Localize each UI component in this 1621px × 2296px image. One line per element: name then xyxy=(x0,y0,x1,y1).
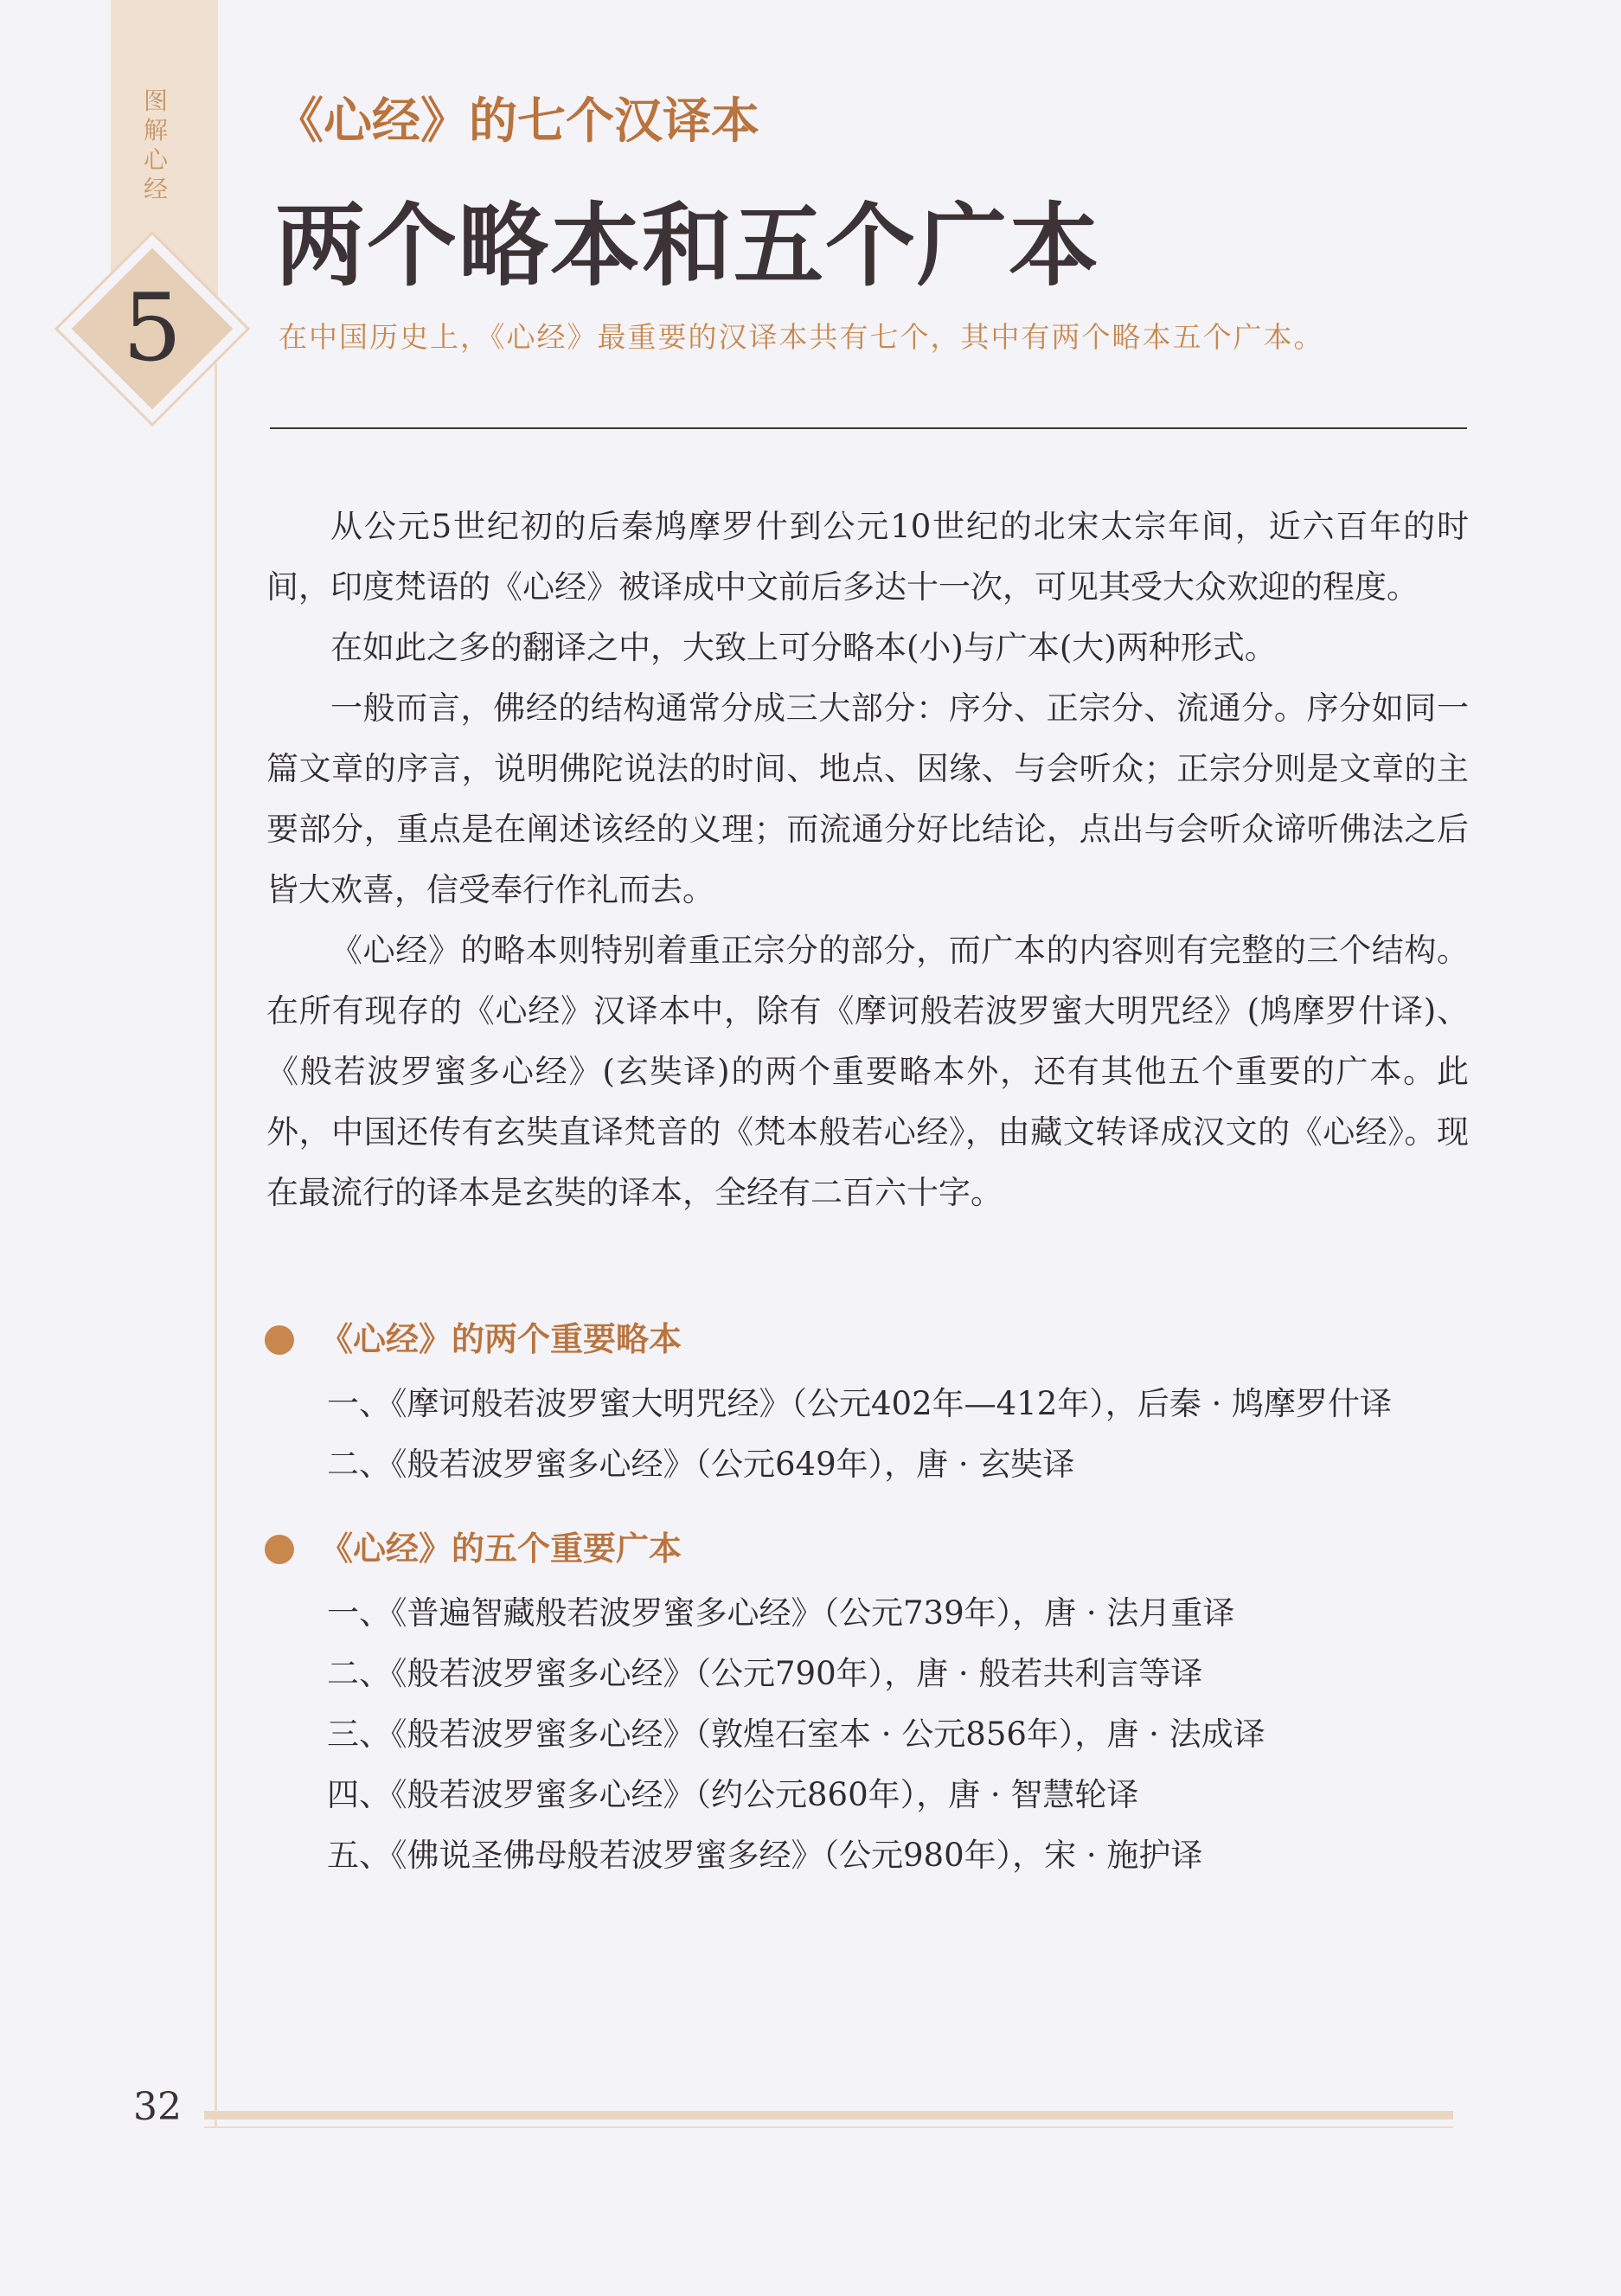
section-extended xyxy=(259,1523,1470,1886)
side-tab-label: 图解心经 xyxy=(143,87,168,203)
footer-rule-thin xyxy=(204,2126,1453,2128)
list-item: 一、《普遍智藏般若波罗蜜多心经》（公元739年），唐 · 法月重译 xyxy=(327,1594,1235,1632)
body-text xyxy=(266,497,1469,1223)
chapter-number: 5 xyxy=(122,274,183,382)
bullet-dot-icon xyxy=(265,1325,294,1355)
bullet-dot-icon xyxy=(265,1535,294,1564)
title-rule xyxy=(270,427,1467,429)
list-item: 三、《般若波罗蜜多心经》（敦煌石室本 · 公元856年），唐 · 法成译 xyxy=(327,1716,1265,1753)
section-header xyxy=(259,1313,1470,1365)
section-header xyxy=(259,1523,1470,1574)
list-item: 二、《般若波罗蜜多心经》（公元790年），唐 · 般若共利言等译 xyxy=(327,1655,1203,1692)
translation-list xyxy=(259,1374,1470,1495)
list-item: 五、《佛说圣佛母般若波罗蜜多经》（公元980年），宋 · 施护译 xyxy=(327,1837,1203,1874)
list-item: 一、《摩诃般若波罗蜜大明咒经》（公元402年—412年），后秦 · 鸠摩罗什译 xyxy=(327,1385,1393,1422)
side-divider xyxy=(215,363,217,2128)
section-title: 《心经》的两个重要略本 xyxy=(320,1319,682,1358)
paragraph: 《心经》的略本则特别着重正宗分的部分，而广本的内容则有完整的三个结构。在所有现存的《心经》汉译本中，除有《摩诃般若波罗蜜大明咒经》(鸠摩罗什译)、《般若波罗蜜多心经》(玄奘译)的两个重要略本外，还有其他五个重要的广本。此外，中国还传有玄奘直译梵音的《梵本般若心经》，由藏文转译成汉文的《心经》。现在最流行的译本是玄奘的译本，全经有二百六十字。 xyxy=(266,932,1469,1211)
lead-text: 在中国历史上，《心经》最重要的汉译本共有七个，其中有两个略本五个广本。 xyxy=(279,320,1324,354)
list-item: 二、《般若波罗蜜多心经》（公元649年），唐 · 玄奘译 xyxy=(327,1446,1075,1483)
section-abridged xyxy=(259,1313,1470,1495)
translation-list xyxy=(259,1583,1470,1886)
footer-rule xyxy=(204,2111,1453,2120)
section-title: 《心经》的五个重要广本 xyxy=(320,1529,682,1568)
list-item: 四、《般若波罗蜜多心经》（约公元860年），唐 · 智慧轮译 xyxy=(327,1776,1139,1813)
paragraph: 在如此之多的翻译之中，大致上可分略本(小)与广本(大)两种形式。 xyxy=(330,629,1277,666)
paragraph: 一般而言，佛经的结构通常分成三大部分：序分、正宗分、流通分。序分如同一篇文章的序言，说明佛陀说法的时间、地点、因缘、与会听众；正宗分则是文章的主要部分，重点是在阐述该经的义理；而流通分好比结论，点出与会听众谛听佛法之后皆大欢喜，信受奉行作礼而去。 xyxy=(266,689,1469,908)
page-subtitle: 《心经》的七个汉译本 xyxy=(275,93,759,150)
paragraph: 从公元5世纪初的后秦鸠摩罗什到公元10世纪的北宋太宗年间，近六百年的时间，印度梵语的《心经》被译成中文前后多达十一次，可见其受大众欢迎的程度。 xyxy=(266,508,1469,606)
page-number: 32 xyxy=(133,2085,182,2129)
page-title: 两个略本和五个广本 xyxy=(275,192,1101,298)
